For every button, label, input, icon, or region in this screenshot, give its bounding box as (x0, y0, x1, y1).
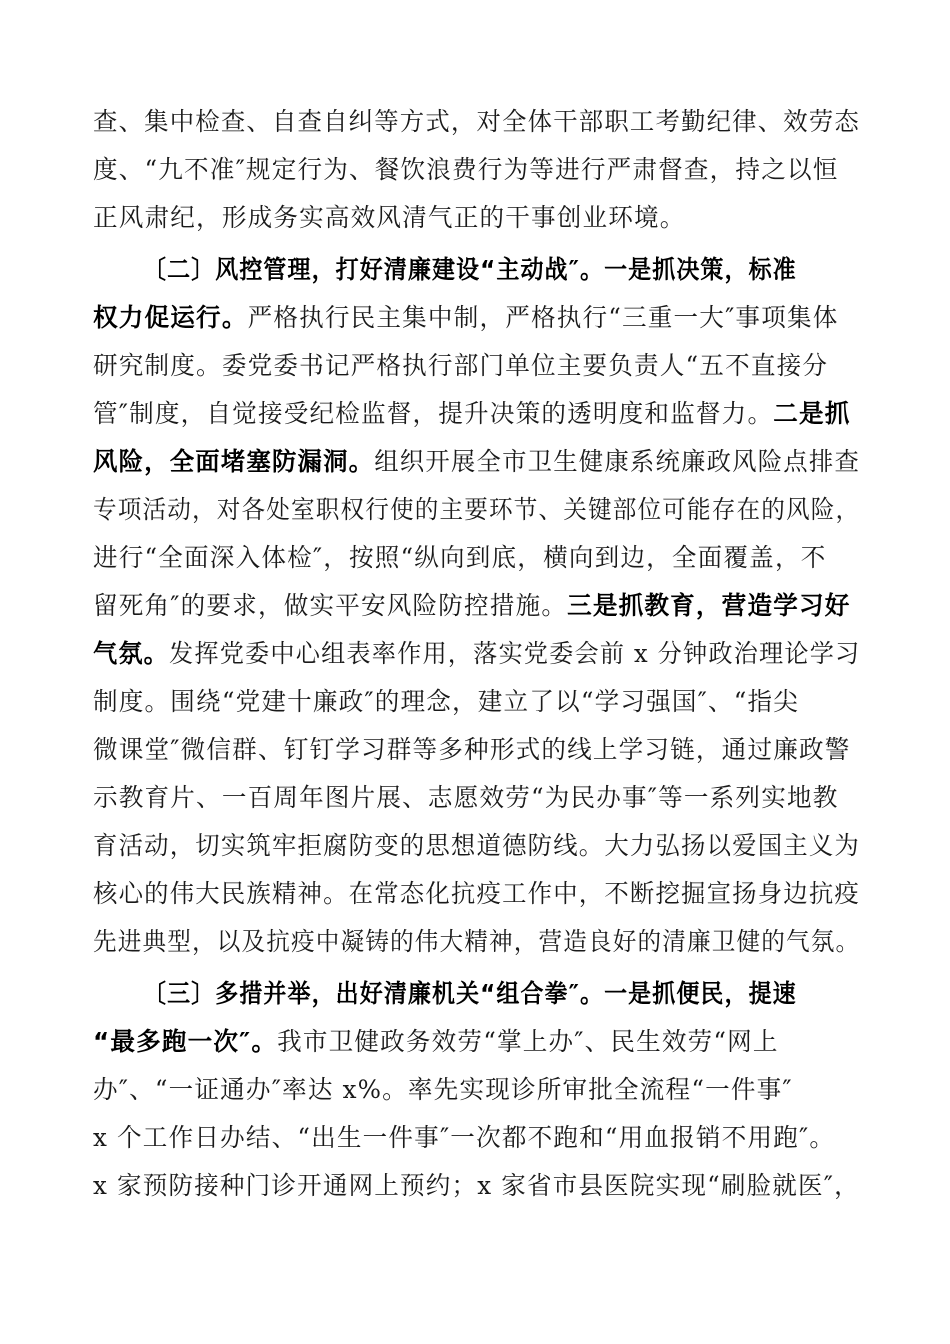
text-line-18: 先进典型，以及抗疫中凝铸的伟大精神，营造良好的清廉卫健的气氛。 (93, 927, 861, 956)
text-line-22: x 个工作日办结、“出生一件事″一次都不跑和“用血报销不用跑″。 (93, 1123, 836, 1152)
text-line-13: 制度。围绕“党建十廉政″的理念，建立了以“学习强国″、“指尖 (93, 687, 800, 716)
text-line-14: 微课堂″微信群、钉钉学习群等多种形式的线上学习链，通过廉政警 (93, 735, 851, 764)
text-line-8: 风险，全面堵塞防漏洞。组织开展全市卫生健康系统廉政风险点排查 (93, 447, 861, 476)
text-line-7: 管″制度，自觉接受纪检监督，提升决策的透明度和监督力。二是抓 (93, 399, 851, 428)
text-line-3: 正风肃纪，形成务实高效风清气正的干事创业环境。 (93, 203, 686, 232)
text-line-2: 度、“九不准″规定行为、餐饮浪费行为等进行严肃督查，持之以恒 (93, 155, 839, 184)
text-line-20: “最多跑一次″。我市卫健政务效劳“掌上办″、民生效劳“网上 (93, 1027, 779, 1056)
text-line-12: 气氛。发挥党委中心组表率作用，落实党委会前 x 分钟政治理论学习 (93, 639, 861, 668)
text-line-1: 查、集中检查、自查自纠等方式，对全体干部职工考勤纪律、效劳态 (93, 107, 861, 136)
text-line-10: 进行“全面深入体检″，按照“纵向到底，横向到边，全面覆盖，不 (93, 543, 827, 572)
text-line-17: 核心的伟大民族精神。在常态化抗疫工作中，不断挖掘宣扬身边抗疫 (93, 879, 861, 908)
text-line-21: 办″、“一证通办″率达 x%。率先实现诊所审批全流程“一件事″ (93, 1075, 793, 1104)
text-line-16: 育活动，切实筑牢拒腐防变的思想道德防线。大力弘扬以爱国主义为 (93, 831, 861, 860)
text-line-11: 留死角″的要求，做实平安风险防控措施。三是抓教育，营造学习好 (93, 591, 851, 620)
text-line-23: x 家预防接种门诊开通网上预约；x 家省市县医院实现“刷脸就医″， (93, 1171, 860, 1200)
text-line-6: 研究制度。委党委书记严格执行部门单位主要负责人“五不直接分 (93, 351, 829, 380)
text-line-5: 权力促运行。严格执行民主集中制，严格执行“三重一大″事项集体 (93, 303, 839, 332)
section-heading-2: 〔二〕风控管理，打好清廉建设“主动战″。一是抓决策，标准 (143, 255, 797, 284)
text-line-9: 专项活动，对各处室职权行使的主要环节、关键部位可能存在的风险， (93, 495, 861, 524)
section-heading-3: 〔三〕多措并举，出好清廉机关“组合拳″。一是抓便民，提速 (143, 979, 797, 1008)
text-line-15: 示教育片、一百周年图片展、志愿效劳“为民办事″等一系列实地教 (93, 783, 839, 812)
